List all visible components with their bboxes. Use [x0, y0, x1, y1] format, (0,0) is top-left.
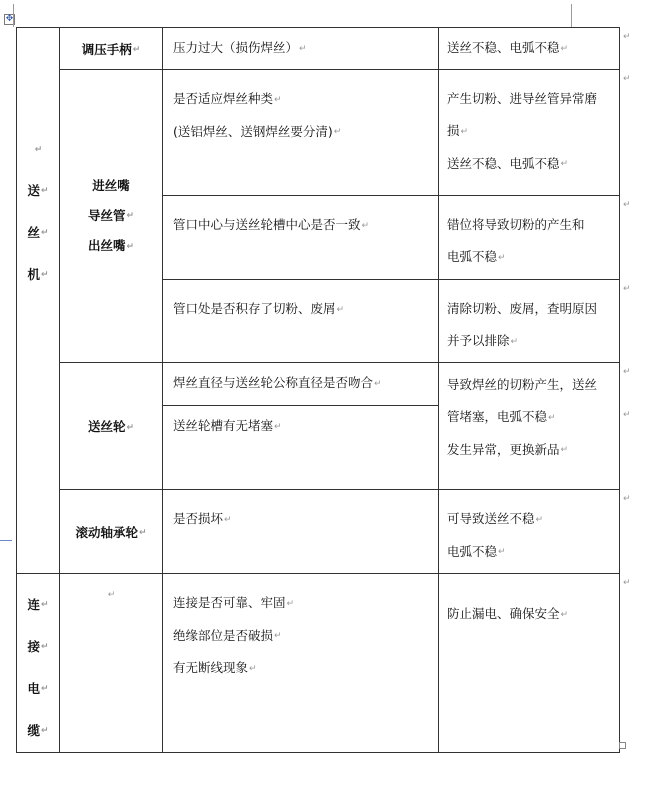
table-move-handle-icon[interactable]: ✥ — [5, 14, 14, 24]
result-cell: 清除切粉、废屑，查明原因 并予以排除↵ — [439, 280, 620, 363]
check-cell: 管口中心与送丝轮槽中心是否一致↵ — [163, 196, 439, 280]
check-cell: 送丝轮槽有无堵塞↵ — [163, 406, 439, 490]
component-nozzle-group: 进丝嘴 导丝管↵ 出丝嘴↵ — [60, 70, 163, 363]
table-row — [17, 70, 620, 196]
table-row — [17, 28, 620, 70]
row-end-mark: ↵ — [623, 578, 631, 588]
result-cell: 产生切粉、进导丝管异常磨 损↵ 送丝不稳、电弧不稳↵ — [439, 70, 620, 196]
paragraph-mark: ↵ — [34, 145, 43, 155]
table-row — [17, 574, 620, 753]
row-end-mark: ↵ — [623, 284, 631, 294]
component-pressure-handle: 调压手柄↵ — [60, 28, 163, 70]
side-marker — [0, 540, 12, 541]
table-row — [17, 490, 620, 574]
result-cell: 可导致送丝不稳↵ 电弧不稳↵ — [439, 490, 620, 574]
category-cable: 连↵ 接↵ 电↵ 缆↵ — [17, 574, 60, 753]
check-cell: 是否适应焊丝种类↵ (送铝焊丝、送钢焊丝要分清)↵ — [163, 70, 439, 196]
row-end-mark: ↵ — [623, 367, 631, 377]
category-char: 机↵ — [27, 267, 49, 282]
result-cell: 送丝不稳、电弧不稳↵ — [439, 28, 620, 70]
row-end-mark: ↵ — [623, 32, 631, 42]
result-cell: 导致焊丝的切粉产生，送丝 管堵塞，电弧不稳↵ 发生异常，更换新品↵ — [439, 363, 620, 490]
component-empty: ↵ — [60, 574, 163, 753]
row-end-mark: ↵ — [623, 200, 631, 210]
component-rolling-bearing: 滚动轴承轮↵ — [60, 490, 163, 574]
check-cell: 连接是否可靠、牢固↵ 绝缘部位是否破损↵ 有无断线现象↵ — [163, 574, 439, 753]
table-resize-handle[interactable] — [619, 742, 626, 749]
row-end-mark: ↵ — [623, 494, 631, 504]
check-cell: 焊丝直径与送丝轮公称直径是否吻合↵ — [163, 363, 439, 406]
category-feeder — [17, 28, 60, 574]
row-end-mark: ↵ — [623, 410, 631, 420]
check-cell: 管口处是否积存了切粉、废屑↵ — [163, 280, 439, 363]
category-char: 送↵ — [27, 183, 49, 198]
check-cell: 是否损坏↵ — [163, 490, 439, 574]
result-cell: 防止漏电、确保安全↵ — [439, 574, 620, 753]
component-feed-roller: 送丝轮↵ — [60, 363, 163, 490]
check-cell: 压力过大（损伤焊丝）↵ — [163, 28, 439, 70]
category-char: 丝↵ — [27, 225, 49, 240]
table-row — [17, 363, 620, 406]
row-end-mark: ↵ — [623, 74, 631, 84]
result-cell: 错位将导致切粉的产生和 电弧不稳↵ — [439, 196, 620, 280]
margin-marker-left — [13, 4, 14, 27]
margin-marker-right — [571, 4, 572, 27]
maintenance-table — [16, 27, 620, 753]
